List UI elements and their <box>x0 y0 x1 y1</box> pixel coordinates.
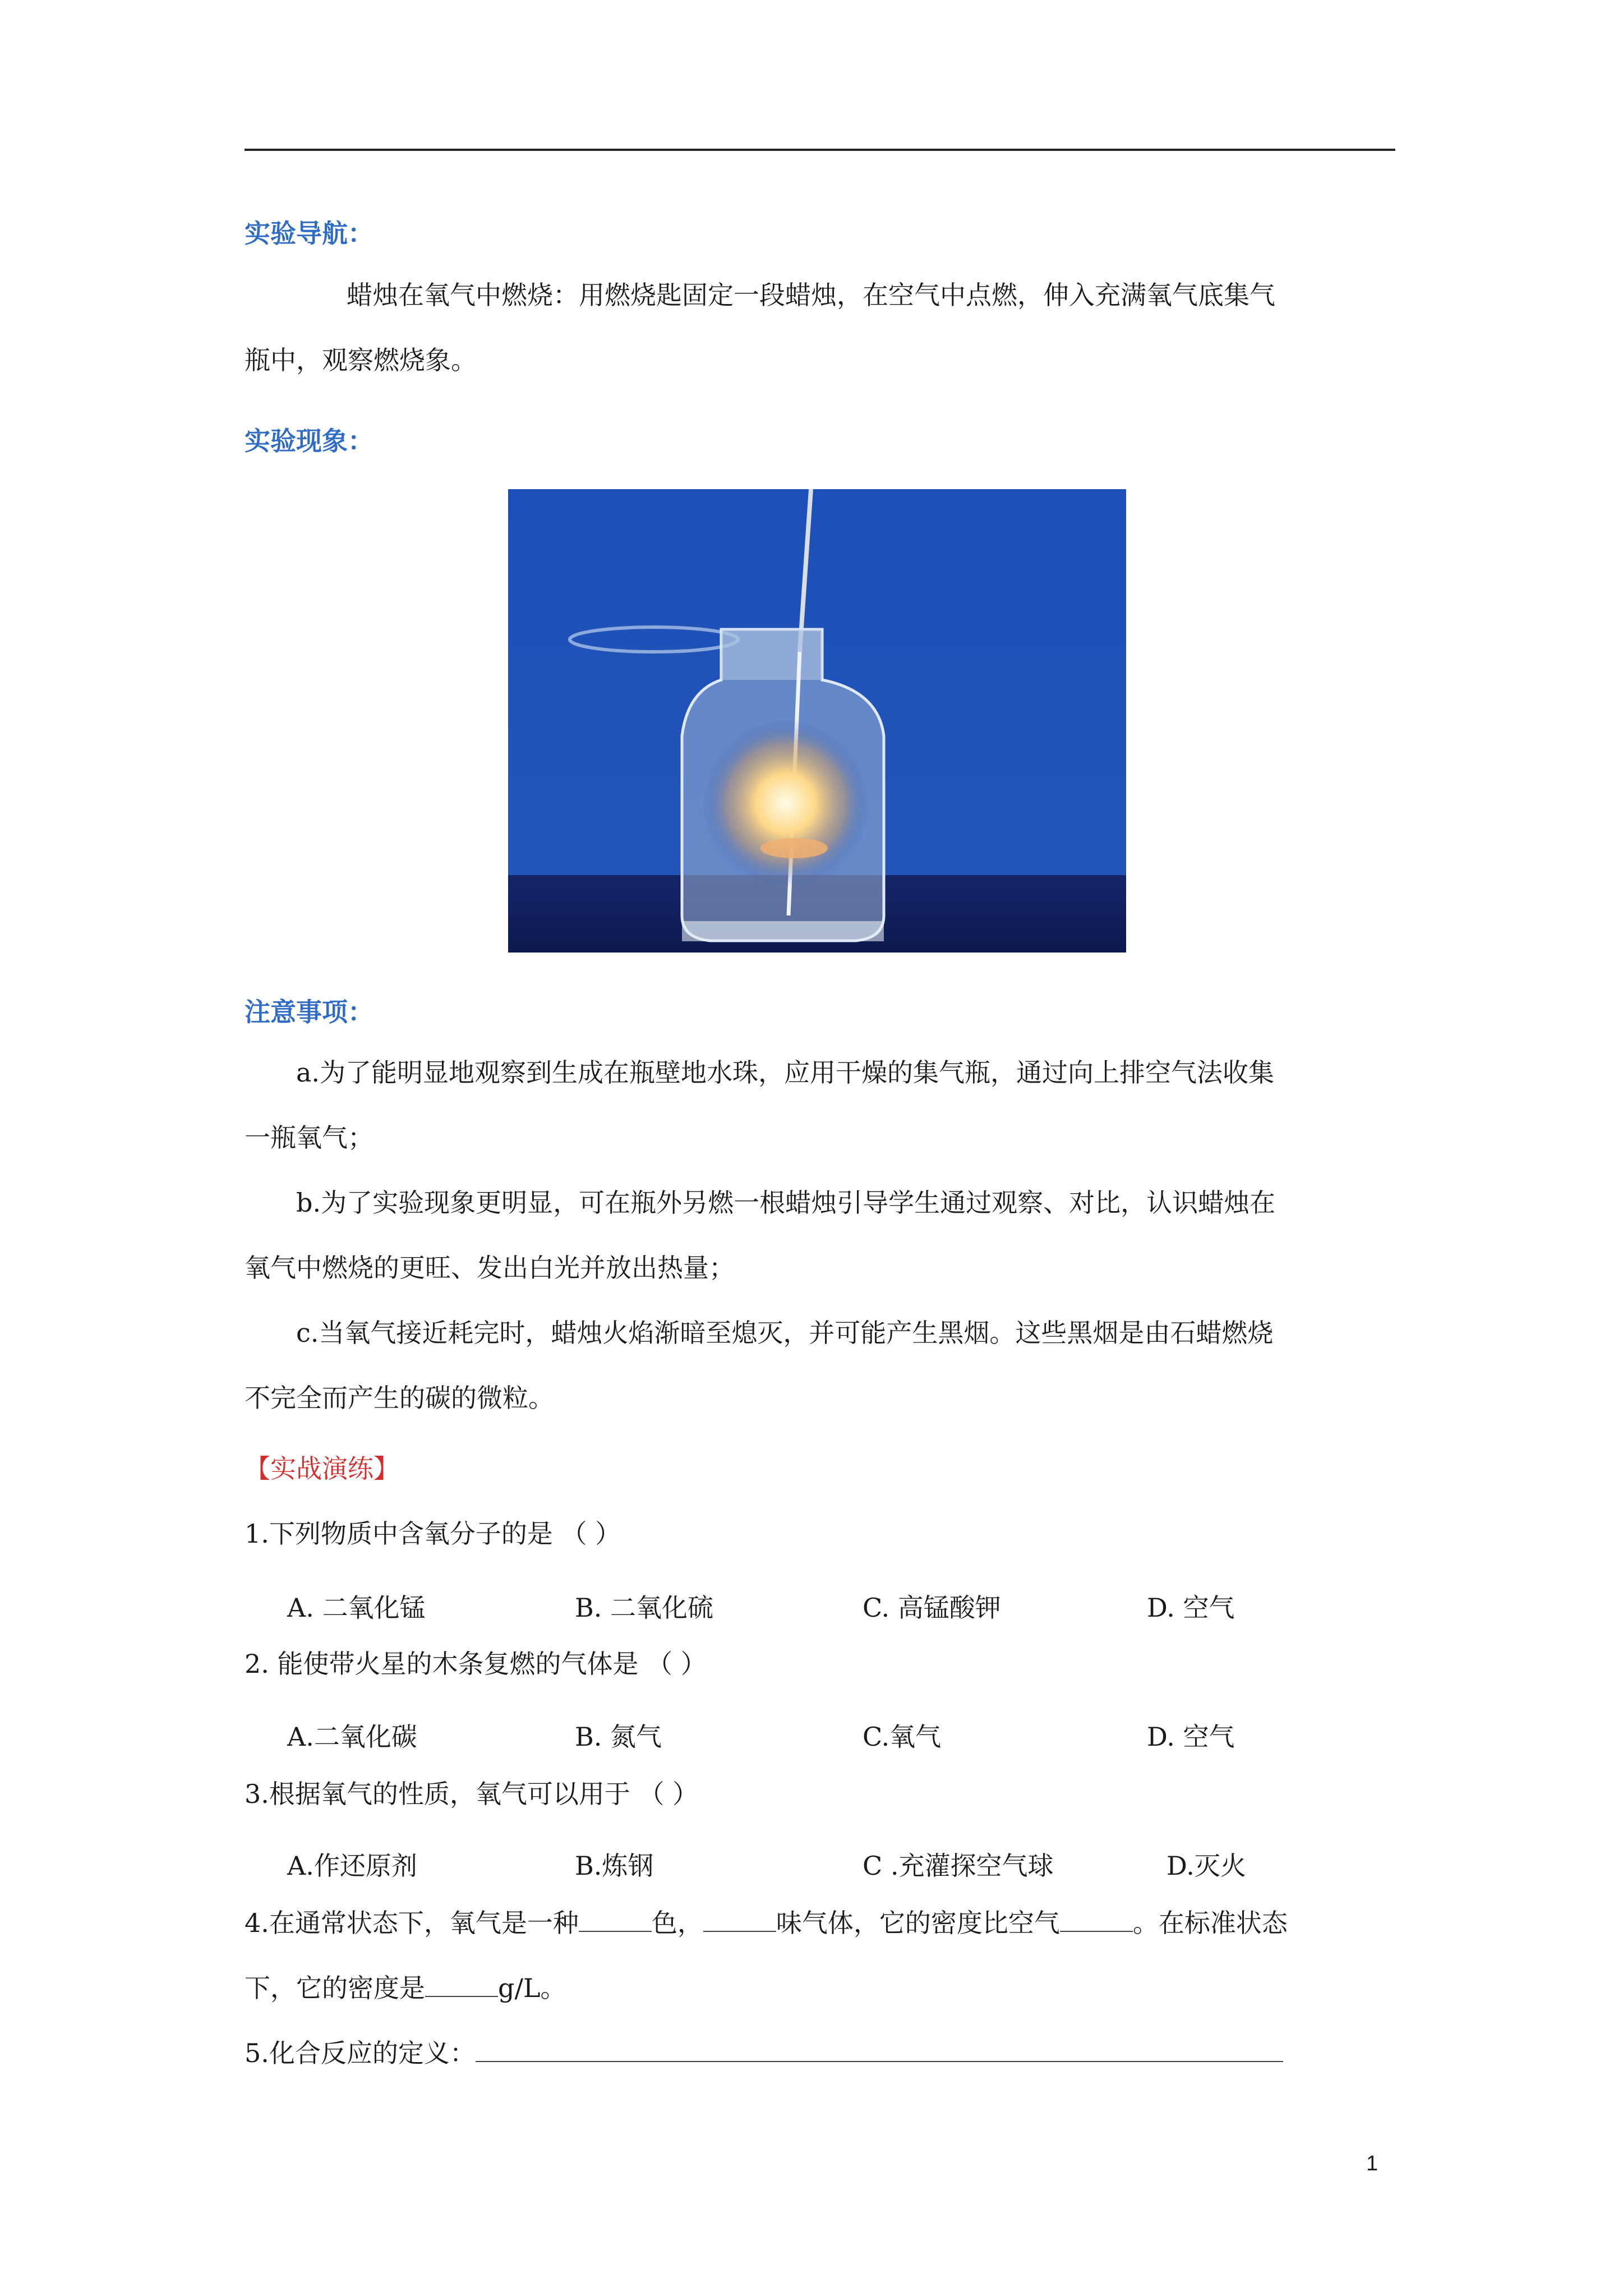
q4-blank-color <box>579 1908 652 1932</box>
note-c-line-2: 不完全而产生的碳的微粒。 <box>245 1383 554 1413</box>
q4-text-6: g/L。 <box>498 1973 566 2003</box>
q4-text-4: 。在标准状态 <box>1132 1908 1288 1938</box>
q5-text: 5.化合反应的定义： <box>245 2038 476 2068</box>
q3-option-b: B.炼钢 <box>575 1851 654 1881</box>
q4-text-3: 味气体，它的密度比空气 <box>776 1908 1060 1938</box>
q1-option-d: D. 空气 <box>1147 1593 1235 1623</box>
note-b-line-2: 氧气中燃烧的更旺、发出白光并放出热量； <box>245 1253 735 1283</box>
question-4-line-2 <box>245 1953 566 2023</box>
practice-heading: 【实战演练】 <box>245 1453 399 1484</box>
q3-option-d: D.灭火 <box>1166 1851 1246 1881</box>
question-3: 3.根据氧气的性质，氧气可以用于 （ ） <box>245 1779 699 1809</box>
q4-text-1: 4.在通常状态下，氧气是一种 <box>245 1908 579 1938</box>
q3-option-a: A.作还原剂 <box>287 1851 417 1881</box>
phenomenon-heading: 实验现象： <box>245 426 374 456</box>
question-4-line-1 <box>245 1888 1288 1958</box>
q1-option-a: A. 二氧化锰 <box>287 1593 426 1623</box>
q2-option-a: A.二氧化碳 <box>287 1722 417 1752</box>
q1-option-b: B. 二氧化硫 <box>575 1593 714 1623</box>
q3-option-c: C .充灌探空气球 <box>863 1851 1054 1881</box>
q4-text-2: 色， <box>651 1908 703 1938</box>
q2-option-b: B. 氮气 <box>575 1722 662 1752</box>
q2-option-c: C.氧气 <box>863 1722 942 1752</box>
question-1: 1.下列物质中含氧分子的是 （ ） <box>245 1519 621 1549</box>
nav-heading: 实验导航： <box>245 218 374 249</box>
q2-option-d: D. 空气 <box>1147 1722 1235 1752</box>
header-rule <box>245 149 1395 151</box>
question-2: 2. 能使带火星的木条复燃的气体是 （ ） <box>245 1649 707 1679</box>
q1-option-c: C. 高锰酸钾 <box>863 1593 1001 1623</box>
notes-heading: 注意事项： <box>245 997 374 1027</box>
nav-line-2: 瓶中，观察燃烧象。 <box>245 345 477 375</box>
q4-blank-smell <box>703 1908 776 1932</box>
q5-answer-line <box>476 2039 1283 2062</box>
note-b-line-1: b.为了实验现象更明显，可在瓶外另燃一根蜡烛引导学生通过观察、对比，认识蜡烛在 <box>296 1188 1276 1218</box>
note-a-line-1: a.为了能明显地观察到生成在瓶壁地水珠，应用干燥的集气瓶，通过向上排空气法收集 <box>296 1057 1275 1088</box>
experiment-photo <box>508 489 1126 953</box>
q4-text-5: 下，它的密度是 <box>245 1973 425 2003</box>
note-a-line-2: 一瓶氧气； <box>245 1122 374 1153</box>
question-5 <box>245 2018 1283 2088</box>
q4-blank-density <box>425 1973 498 1997</box>
nav-line-1: 蜡烛在氧气中燃烧：用燃烧匙固定一段蜡烛，在空气中点燃，伸入充满氧气底集气 <box>347 280 1275 310</box>
note-c-line-1: c.当氧气接近耗完时，蜡烛火焰渐暗至熄灭，并可能产生黑烟。这些黑烟是由石蜡燃烧 <box>296 1318 1274 1348</box>
page-number: 1 <box>1366 2152 1378 2175</box>
q4-blank-density-compare <box>1060 1908 1133 1932</box>
